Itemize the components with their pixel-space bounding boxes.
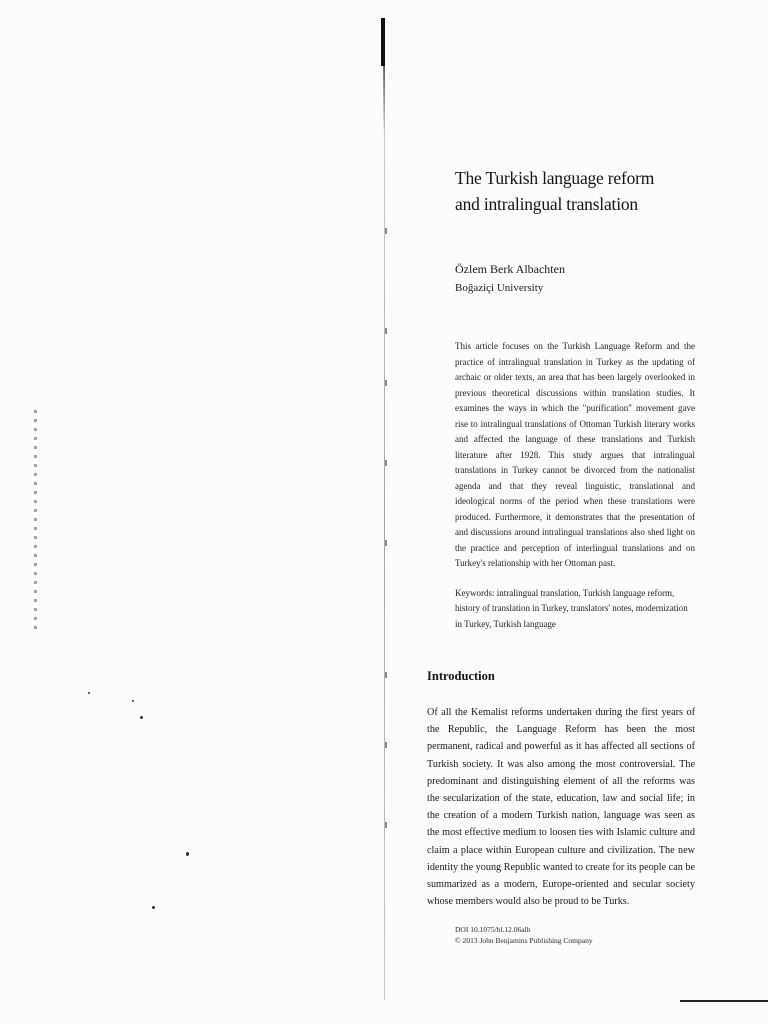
section-heading: Introduction [427, 669, 495, 683]
page-gutter-line [384, 40, 385, 1000]
scan-speck [186, 852, 189, 856]
gutter-tick [385, 228, 387, 234]
scan-edge-speckle [34, 410, 37, 630]
footer-publication-info [427, 924, 695, 946]
gutter-tick [385, 540, 387, 546]
gutter-tick [385, 822, 387, 828]
copyright-line: © 2013 John Benjamins Publishing Company [455, 936, 593, 946]
article-first-page [427, 165, 695, 946]
gutter-tick [385, 672, 387, 678]
intro-paragraph: Of all the Kemalist reforms undertaken during the first years of the Republic, the Language Reform has been the most permanent, radical and powerful as it has affected all sections of Turkish society. It was also among the most controversial. The predominant and distinguishing element of all the reforms was the secularization of the state, education, law and social life; in the creation of a modern Turkish nation, language was seen as the most effective medium to loosen ties with Islamic culture and claim a place within European culture and civilization. The new identity the young Republic wanted to create for its people can be summarized as a modern, Europe-oriented and secular society whose members would also be proud to be Turks. [427, 707, 695, 908]
footer-rule [680, 1000, 768, 1002]
title-line-1: The Turkish language reform [455, 168, 655, 188]
article-title [427, 165, 695, 217]
keywords: Keywords: intralingual translation, Turkish language reform, history of translation in Turkey, translators' notes, modernization in Turkey, Turkish language [455, 587, 688, 629]
author-affiliation: Boğaziçi University [455, 282, 544, 294]
gutter-tick [385, 380, 387, 386]
title-line-2: and intralingual translation [455, 194, 638, 214]
abstract: This article focuses on the Turkish Language Reform and the practice of intralingual translation in Turkey as the updating of archaic or older texts, an area that has been largely overlooked in previous theoretical discussions within translation studies. It examines the ways in which the "purification" movement gave rise to intralingual translations of Ottoman Turkish literary works and affected the language of these translations and Turkish literature after 1928. This study argues that intralingual translations in Turkey cannot be divorced from the nationalist agenda and that they reveal linguistic, translational and ideological norms of the period when these translations were produced. Furthermore, it demonstrates that the presentation of and discussions around intralingual translations also shed light on the practice and perception of interlingual translations and on Turkey's relationship with her Ottoman past. [455, 341, 695, 568]
author-name: Özlem Berk Albachten [455, 262, 565, 276]
author-block [427, 259, 695, 297]
scan-speck [140, 716, 143, 719]
doi-line: DOI 10.1075/bl.12.06alb [455, 925, 531, 935]
gutter-tick [385, 742, 387, 748]
gutter-tick [385, 328, 387, 334]
scan-speck [132, 700, 134, 702]
scan-speck [88, 692, 90, 694]
scan-speck [152, 906, 155, 909]
gutter-tick [385, 460, 387, 466]
